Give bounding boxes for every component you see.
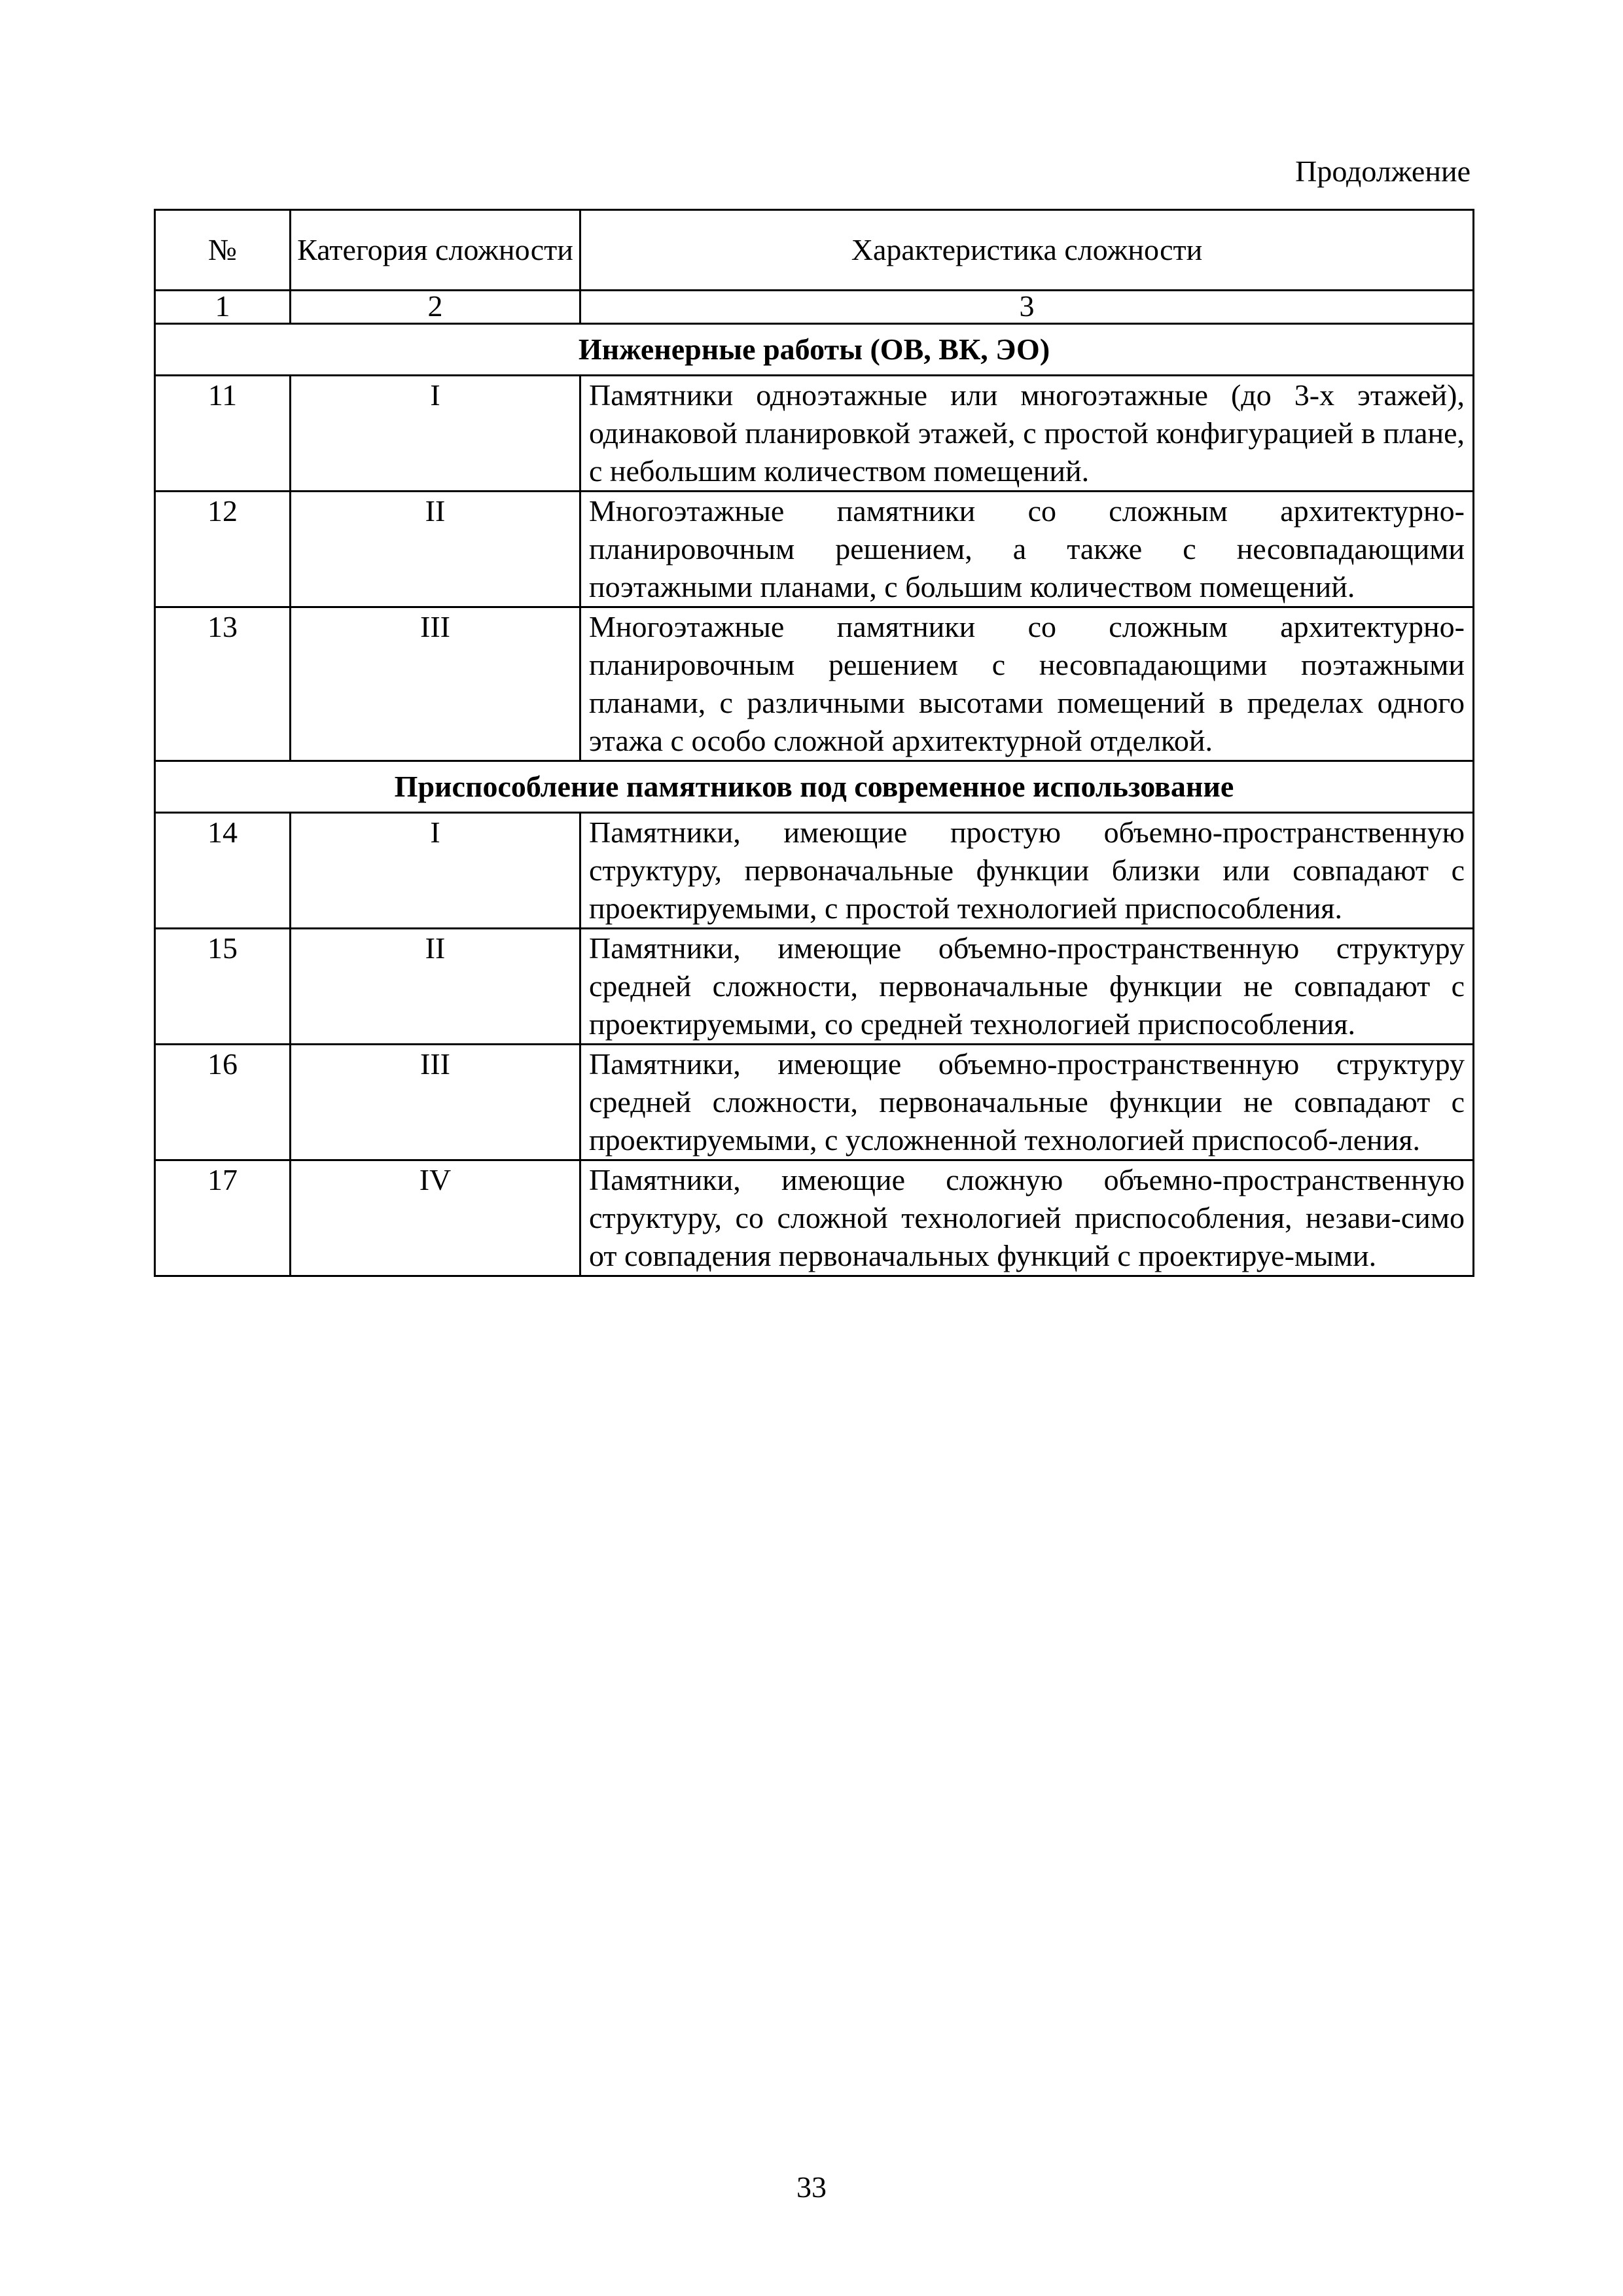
column-index-row — [155, 291, 1474, 324]
row-description: Памятники, имеющие объемно-пространственную структуру средней сложности, первоначальные функции не совпадают с проектируемыми, с усложненной технологией приспособ-ления. — [580, 1045, 1474, 1160]
section-title: Приспособление памятников под современное использование — [155, 761, 1474, 813]
row-category: III — [291, 1045, 580, 1160]
header-category: Категория сложности — [291, 210, 580, 291]
row-description: Памятники одноэтажные или многоэтажные (до 3-х этажей), одинаковой планировкой этажей, с простой конфигурацией в плане, с небольшим количеством помещений. — [580, 376, 1474, 492]
row-category: II — [291, 492, 580, 607]
row-description: Памятники, имеющие объемно-пространственную структуру средней сложности, первоначальные функции не совпадают с проектируемыми, со средней технологией приспособления. — [580, 929, 1474, 1045]
table-row — [155, 1160, 1474, 1276]
column-index: 3 — [580, 291, 1474, 324]
continuation-label: Продолжение — [1295, 154, 1471, 188]
row-category: I — [291, 813, 580, 929]
section-title: Инженерные работы (ОВ, ВК, ЭО) — [155, 324, 1474, 376]
section-row — [155, 761, 1474, 813]
row-number: 16 — [155, 1045, 291, 1160]
table-row — [155, 929, 1474, 1045]
row-number: 17 — [155, 1160, 291, 1276]
header-characteristic: Характеристика сложности — [580, 210, 1474, 291]
row-category: III — [291, 607, 580, 761]
table-row — [155, 813, 1474, 929]
column-index: 2 — [291, 291, 580, 324]
table-row — [155, 492, 1474, 607]
row-number: 11 — [155, 376, 291, 492]
row-number: 15 — [155, 929, 291, 1045]
table-row — [155, 607, 1474, 761]
row-description: Памятники, имеющие простую объемно-пространственную структуру, первоначальные функции близки или совпадают с проектируемыми, с простой технологией приспособления. — [580, 813, 1474, 929]
page-number: 33 — [796, 2170, 827, 2204]
row-category: IV — [291, 1160, 580, 1276]
table-row — [155, 1045, 1474, 1160]
header-row — [155, 210, 1474, 291]
column-index: 1 — [155, 291, 291, 324]
complexity-table — [154, 209, 1474, 1277]
row-description: Многоэтажные памятники со сложным архитектурно-планировочным решением с несовпадающими поэтажными планами, с различными высотами помещений в пределах одного этажа с особо сложной архитектурной отделкой. — [580, 607, 1474, 761]
row-description: Многоэтажные памятники со сложным архитектурно-планировочным решением, а также с несовпадающими поэтажными планами, с большим количеством помещений. — [580, 492, 1474, 607]
row-category: II — [291, 929, 580, 1045]
row-number: 13 — [155, 607, 291, 761]
header-number: № — [155, 210, 291, 291]
row-category: I — [291, 376, 580, 492]
row-description: Памятники, имеющие сложную объемно-пространственную структуру, со сложной технологией приспособления, незави-симо от совпадения первоначальных функций с проектируе-мыми. — [580, 1160, 1474, 1276]
row-number: 12 — [155, 492, 291, 607]
section-row — [155, 324, 1474, 376]
table-row — [155, 376, 1474, 492]
row-number: 14 — [155, 813, 291, 929]
